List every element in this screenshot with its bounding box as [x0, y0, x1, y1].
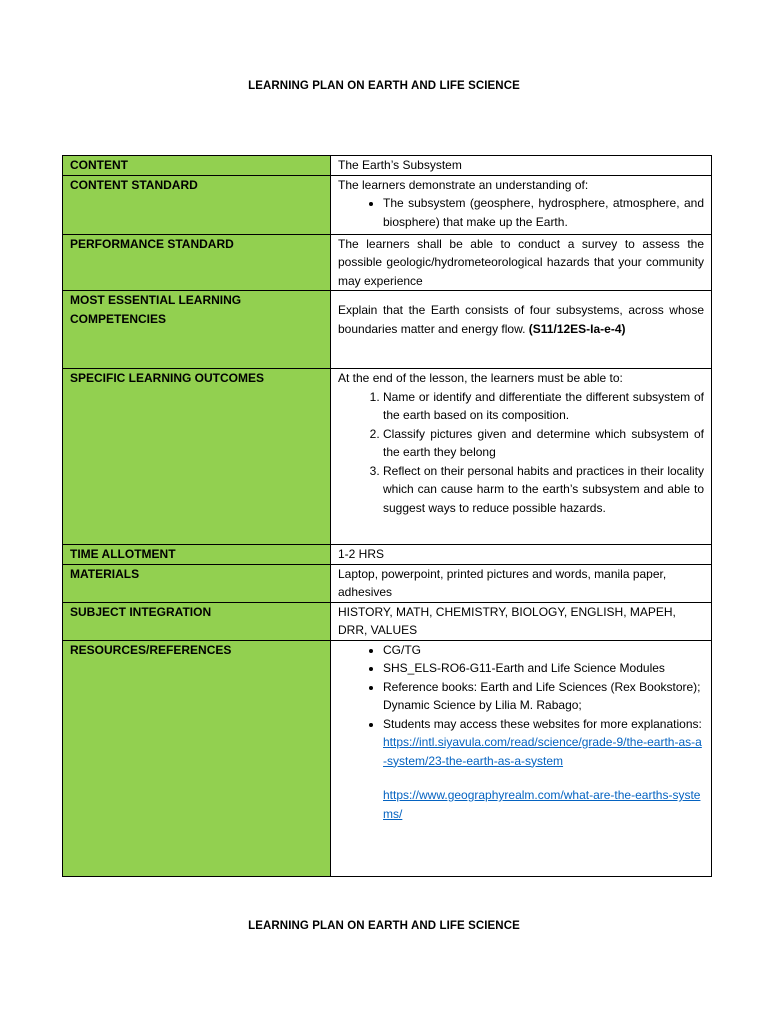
outcome-item: 2. Classify pictures given and determine which subsystem of the earth they belong [383, 425, 704, 462]
resource-item: • CG/TG [383, 641, 704, 660]
table-row [63, 234, 712, 291]
table-row [63, 369, 712, 545]
resource-websites-text: Students may access these websites for more explanations: [383, 716, 702, 731]
learning-plan-table [62, 155, 712, 877]
outcome-item: 3. Reflect on their personal habits and practices in their locality which can cause harm to the earth’s subsystem and able to suggest ways to reduce possible hazards. [383, 462, 704, 518]
document-title-repeat: LEARNING PLAN ON EARTH AND LIFE SCIENCE [248, 920, 520, 932]
content-standard-bullet: • The subsystem (geosphere, hydrosphere, atmosphere, and biosphere) that make up the Earth. [383, 194, 704, 231]
document-title: LEARNING PLAN ON EARTH AND LIFE SCIENCE [248, 80, 520, 92]
performance-standard-label: PERFORMANCE STANDARD [63, 234, 331, 291]
outcome-item: 1. Name or identify and differentiate the different subsystem of the earth based on its composition. [383, 388, 704, 425]
content-standard-value [331, 175, 712, 234]
integration-label: SUBJECT INTEGRATION [63, 602, 331, 640]
siyavula-link[interactable]: https://intl.siyavula.com/read/science/grade-9/the-earth-as-a-system/23-the-earth-as-a-system [383, 735, 702, 768]
melc-text: Explain that the Earth consists of four subsystems, across whose boundaries matter and energy flow. [338, 303, 704, 336]
table-row [63, 640, 712, 876]
time-label: TIME ALLOTMENT [63, 545, 331, 565]
content-value: The Earth’s Subsystem [331, 156, 712, 176]
outcomes-value [331, 369, 712, 545]
performance-standard-value: The learners shall be able to conduct a survey to assess the possible geologic/hydrometeorological hazards that your community may experience [331, 234, 712, 291]
geographyrealm-link[interactable]: https://www.geographyrealm.com/what-are-the-earths-systems/ [383, 788, 701, 821]
table-row [63, 291, 712, 369]
materials-value: Laptop, powerpoint, printed pictures and words, manila paper, adhesives [331, 564, 712, 602]
melc-value [331, 291, 712, 369]
table-row [63, 156, 712, 176]
content-standard-intro: The learners demonstrate an understanding of: [338, 177, 589, 192]
integration-value: HISTORY, MATH, CHEMISTRY, BIOLOGY, ENGLISH, MAPEH, DRR, VALUES [331, 602, 712, 640]
content-standard-label: CONTENT STANDARD [63, 175, 331, 234]
table-row [63, 545, 712, 565]
content-label: CONTENT [63, 156, 331, 176]
melc-label: MOST ESSENTIAL LEARNING COMPETENCIES [63, 291, 331, 369]
resource-item [383, 715, 704, 824]
resource-item: • Reference books: Earth and Life Sciences (Rex Bookstore); Dynamic Science by Lilia M. Rabago; [383, 678, 704, 715]
resources-value [331, 640, 712, 876]
table-row [63, 175, 712, 234]
time-value: 1-2 HRS [331, 545, 712, 565]
resources-label: RESOURCES/REFERENCES [63, 640, 331, 876]
materials-label: MATERIALS [63, 564, 331, 602]
outcomes-label: SPECIFIC LEARNING OUTCOMES [63, 369, 331, 545]
melc-code: (S11/12ES-Ia-e-4) [528, 321, 626, 336]
table-row [63, 602, 712, 640]
table-row [63, 564, 712, 602]
resource-item: • SHS_ELS-RO6-G11-Earth and Life Science Modules [383, 659, 704, 678]
outcomes-intro: At the end of the lesson, the learners must be able to: [338, 371, 623, 385]
